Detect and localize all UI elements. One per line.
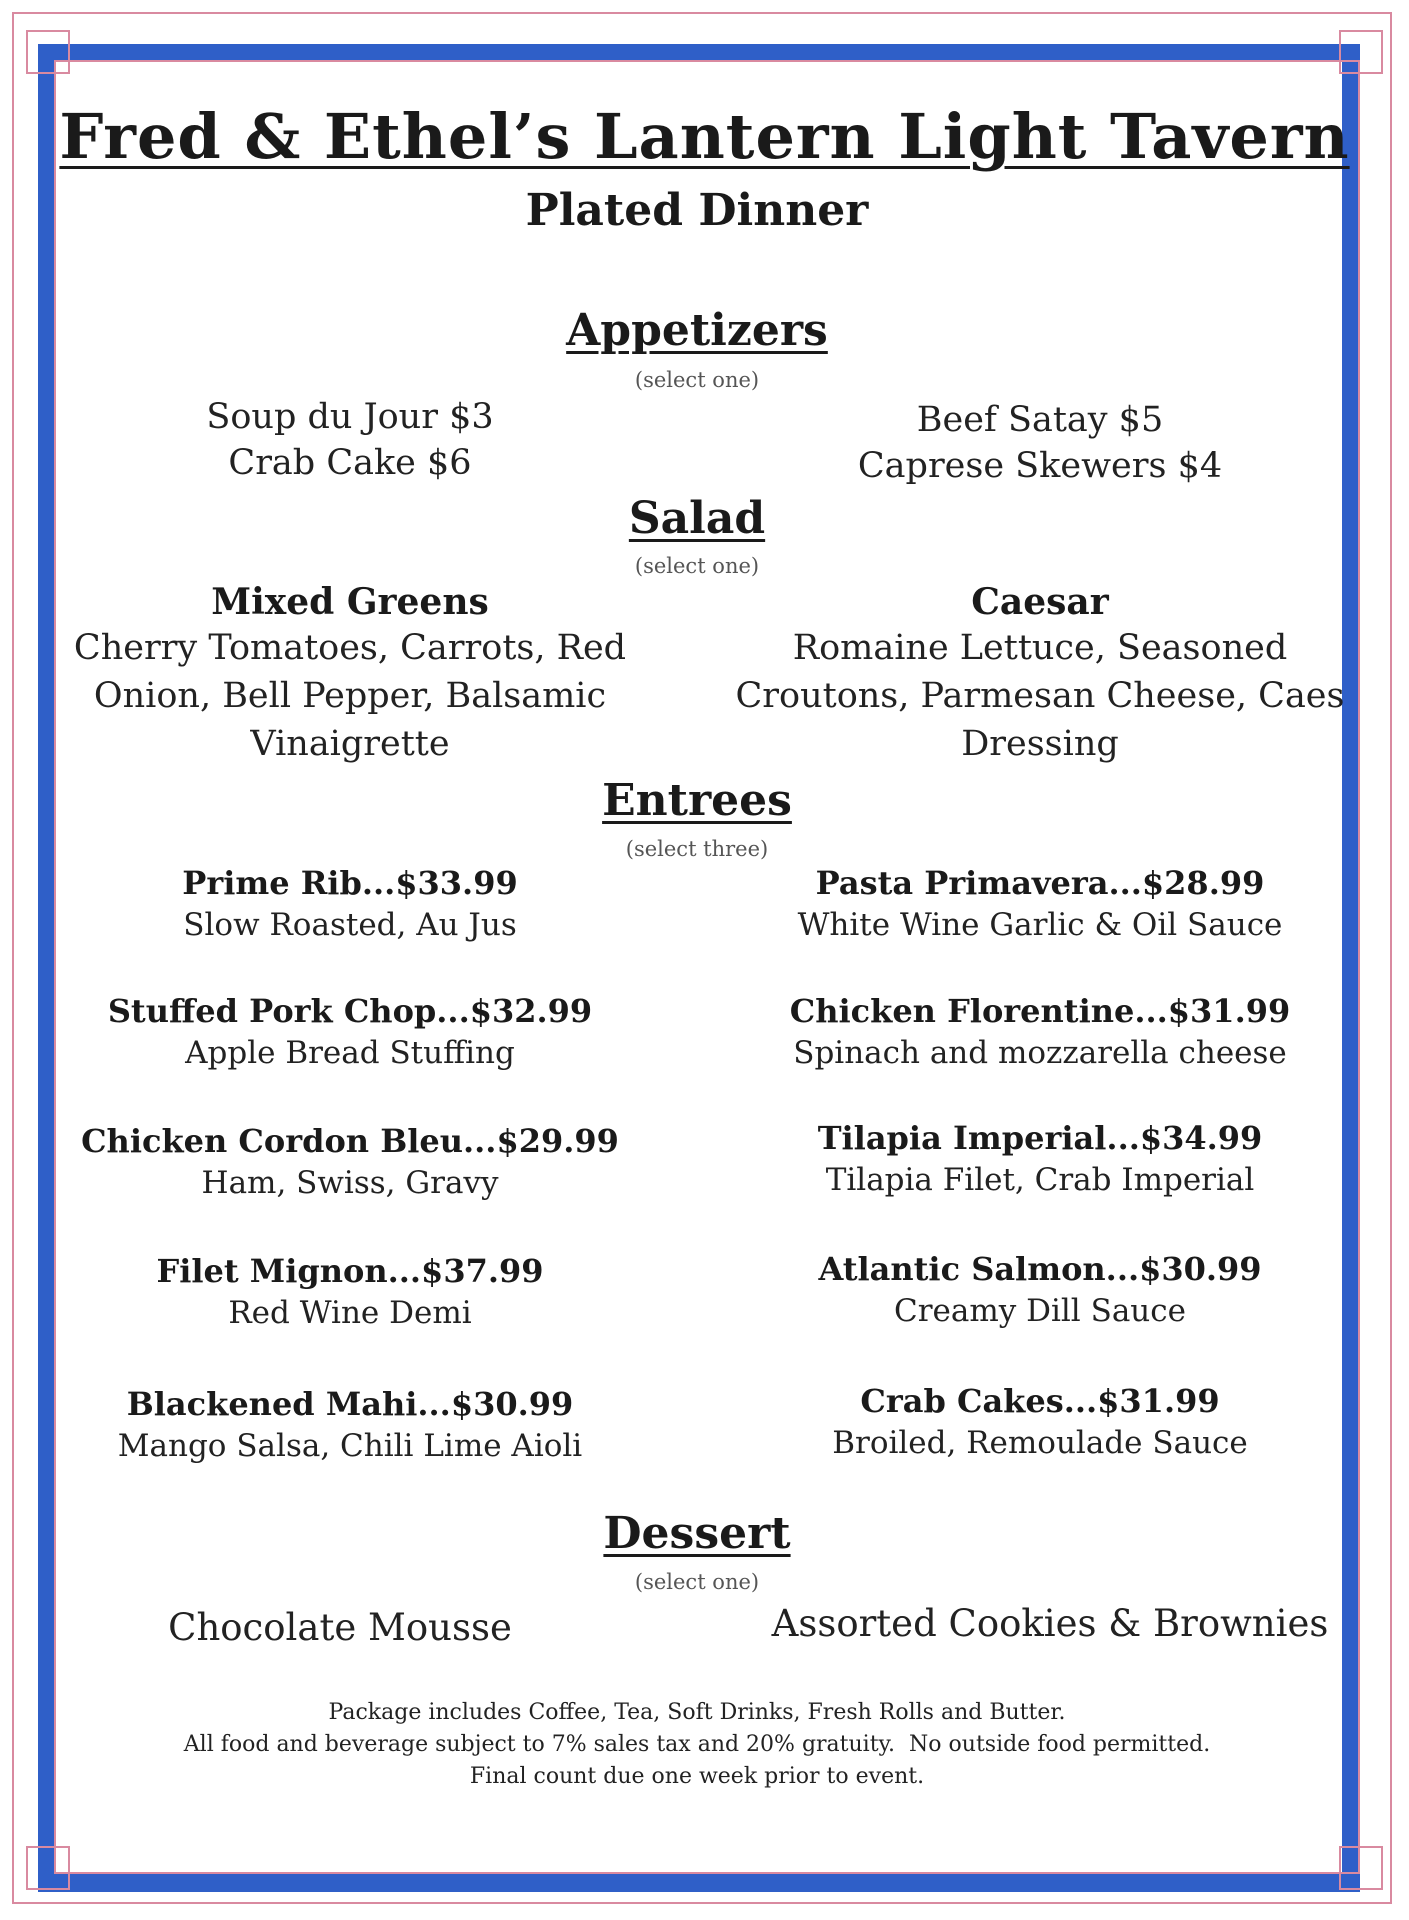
- entree-desc: Creamy Dill Sauce: [894, 1293, 1186, 1329]
- footer-line: Final count due one week prior to event.: [469, 1764, 925, 1789]
- entree-name: Chicken Florentine...$31.99: [789, 992, 1291, 1030]
- list-item: Crab Cake $6: [228, 443, 472, 483]
- entree-name: Prime Rib...$33.99: [182, 864, 518, 902]
- entree-item: [70, 990, 630, 1074]
- restaurant-title: Fred & Ethel’s Lantern Light Tavern: [59, 100, 1350, 173]
- footer-notes: [0, 1697, 1394, 1793]
- entree-desc: Broiled, Remoulade Sauce: [832, 1425, 1248, 1461]
- salad-name: Mixed Greens: [211, 581, 489, 623]
- entree-name: Crab Cakes...$31.99: [860, 1382, 1220, 1420]
- entree-name: Stuffed Pork Chop...$32.99: [107, 992, 593, 1030]
- footer-line: All food and beverage subject to 7% sales tax and 20% gratuity. No outside food permitted.: [183, 1732, 1211, 1757]
- dessert-left: Chocolate Mousse: [168, 1606, 512, 1649]
- entree-desc: Red Wine Demi: [228, 1295, 472, 1331]
- entrees-heading: Entrees: [602, 775, 792, 826]
- appetizers-right-list: [730, 397, 1350, 489]
- entree-name: Atlantic Salmon...$30.99: [818, 1250, 1262, 1288]
- corner-ornament-top-left: [26, 30, 70, 74]
- entree-item: [70, 1120, 630, 1204]
- salad-left: [70, 580, 630, 768]
- entree-desc: Ham, Swiss, Gravy: [201, 1165, 499, 1201]
- entree-desc: Spinach and mozzarella cheese: [793, 1035, 1287, 1071]
- list-item: Caprese Skewers $4: [857, 446, 1223, 486]
- entree-item: [730, 1117, 1350, 1201]
- entree-item: [730, 1380, 1350, 1464]
- entree-item: [70, 1383, 630, 1467]
- salad-desc-line: Dressing: [961, 724, 1119, 764]
- salad-name: Caesar: [971, 581, 1109, 623]
- entree-desc: Tilapia Filet, Crab Imperial: [825, 1162, 1255, 1198]
- salad-desc-line: Romaine Lettuce, Seasoned: [792, 628, 1288, 668]
- salad-desc-line: Vinaigrette: [250, 724, 450, 764]
- entree-name: Filet Mignon...$37.99: [156, 1252, 544, 1290]
- salad-right: [730, 580, 1350, 768]
- entrees-note: (select three): [625, 837, 769, 861]
- appetizers-left-list: [70, 394, 630, 486]
- dessert-right: Assorted Cookies & Brownies: [771, 1602, 1329, 1645]
- appetizers-note: (select one): [634, 368, 760, 392]
- entree-name: Tilapia Imperial...$34.99: [817, 1119, 1263, 1157]
- salad-heading: Salad: [628, 493, 766, 544]
- dessert-note: (select one): [634, 1570, 760, 1594]
- list-item: Beef Satay $5: [916, 400, 1164, 440]
- entree-desc: Slow Roasted, Au Jus: [183, 907, 517, 943]
- entree-item: [730, 862, 1350, 946]
- salad-desc-line: Cherry Tomatoes, Carrots, Red: [73, 628, 627, 668]
- salad-note: (select one): [634, 554, 760, 578]
- footer-line: Package includes Coffee, Tea, Soft Drinks, Fresh Rolls and Butter.: [328, 1700, 1066, 1725]
- dessert-heading: Dessert: [603, 1508, 791, 1559]
- entree-name: Chicken Cordon Bleu...$29.99: [81, 1122, 619, 1160]
- entree-name: Pasta Primavera...$28.99: [815, 864, 1265, 902]
- entree-item: [730, 1248, 1350, 1332]
- list-item: Soup du Jour $3: [206, 397, 494, 437]
- appetizers-heading: Appetizers: [566, 305, 828, 356]
- entree-name: Blackened Mahi...$30.99: [126, 1385, 574, 1423]
- entree-desc: Apple Bread Stuffing: [185, 1035, 515, 1071]
- salad-desc-line: Croutons, Parmesan Cheese, Caes: [735, 676, 1345, 716]
- entree-item: [70, 862, 630, 946]
- corner-ornament-bottom-left: [26, 1846, 70, 1890]
- corner-ornament-bottom-right: [1339, 1846, 1383, 1890]
- menu-subtitle: Plated Dinner: [525, 185, 869, 236]
- entree-item: [730, 990, 1350, 1074]
- entree-item: [70, 1250, 630, 1334]
- entree-desc: White Wine Garlic & Oil Sauce: [797, 907, 1283, 943]
- corner-ornament-top-right: [1339, 30, 1383, 74]
- salad-desc-line: Onion, Bell Pepper, Balsamic: [93, 676, 607, 716]
- entree-desc: Mango Salsa, Chili Lime Aioli: [117, 1428, 583, 1464]
